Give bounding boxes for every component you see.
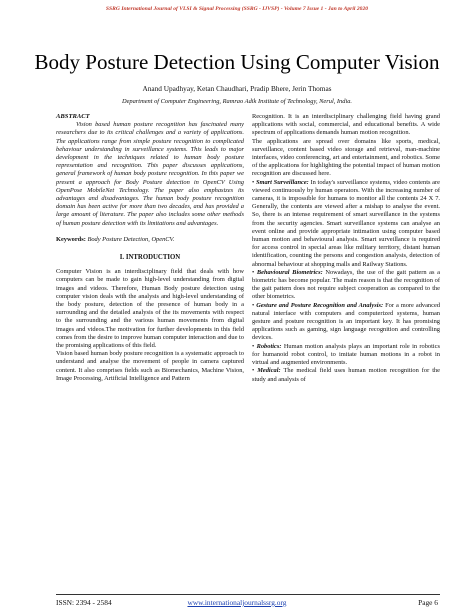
bullet-1-head: Smart Surveillance: bbox=[255, 178, 309, 186]
abstract-heading: ABSTRACT bbox=[56, 113, 90, 120]
right-paragraph-2: The applications are spread over domains like sports, medical, surveillance, content based video storage and retrieval, man-machine interfaces, video conferencing, art and entertainment, and robotics. Some of the applications for highlighting the potential impact of human motion recognition are discussed here. bbox=[252, 137, 440, 178]
bullet-5-text: The medical field uses human motion recognition for the study and analysis of bbox=[252, 367, 441, 383]
intro-paragraph-2: Vision based human body posture recognition is a systematic approach to understand and analyse the movement of people in camera captured content. It also comprises fields such as Biomechanics, Machine Vision, Image Processing, Artificial Intelligence and Pattern bbox=[56, 350, 244, 382]
footer-url-link[interactable]: www.internationaljournalssrg.org bbox=[187, 598, 287, 607]
keywords bbox=[56, 236, 244, 244]
paper-title: Body Posture Detection Using Computer Vision bbox=[34, 50, 440, 74]
right-paragraph-1: Recognition. It is an interdisciplinary challenging field having grand applications with social, commercial, and educational benefits. A wide spectrum of applications demands human motion recognition. bbox=[252, 113, 440, 137]
footer-divider bbox=[56, 594, 440, 595]
bullet-gesture-posture: • Gesture and Posture Recognition and Analysis: For a more advanced natural interface with computers and computerized systems, human gesture and posture recognition is an important key. It has promising applications such as gaming, sign language recognition and controlling devices. bbox=[252, 301, 440, 342]
bullet-robotics: • Robotics: Human motion analysis plays an important role in robotics for humanoid robot control, to imitate human motions in a robot in virtual and augmented environments. bbox=[252, 342, 440, 367]
bullet-behavioural-biometrics: • Behavioural Biometrics: Nowadays, the use of the gait pattern as a biometric has become popular. The main reason is that the recognition of the gait pattern does not require subject cooperation as compared to the other biometrics. bbox=[252, 268, 440, 301]
footer-page-number: Page 6 bbox=[418, 598, 438, 607]
bullet-5-head: Medical: bbox=[257, 367, 281, 375]
bullet-3-head: Gesture and Posture Recognition and Analysis: bbox=[256, 301, 384, 309]
bullet-4-text: Human motion analysis plays an important role in robotics for humanoid robot control, to imitate human motions in a robot in virtual and augmented environments. bbox=[252, 342, 440, 367]
left-column bbox=[56, 113, 244, 383]
bullet-medical: • Medical: The medical field uses human motion recognition for the study and analysis of bbox=[252, 367, 441, 383]
footer-issn: ISSN: 2394 - 2584 bbox=[56, 598, 112, 607]
journal-header: SSRG International Journal of VLSI & Signal Processing (SSRG - IJVSP) - Volume 7 Issue 1 - Jan to April 2020 bbox=[105, 6, 369, 12]
bullet-smart-surveillance: • Smart Surveillance: In today's surveillance systems, video contents are viewed continuously by human operators. With the increasing number of cameras, it is impossible for humans to monitor all the contents 24 X 7. Generally, the contents are viewed after a mishap to analyse the event. So, there is an intense requirement of smart surveillance in the systems from the security agencies. Smart surveillance systems can analyse an event online and provide appropriate intimation using computer based human motion and behavioural analysis. Smart surveillance is required for access control in special areas like military territory, distant human identification, counting the persons and congestion analysis, detection of abnormal behaviour at shopping malls and Railway Stations. bbox=[252, 178, 440, 268]
bullet-3-text: For a more advanced natural interface with computers and computerized systems, human gesture and posture recognition is an important key. It has promising applications such as gaming, sign language recognition and controlling devices. bbox=[252, 301, 440, 342]
bullet-4-head: Robotics: bbox=[256, 342, 282, 350]
bullet-1-text: In today's surveillance systems, video contents are viewed continuously by human operators. With the increasing number of cameras, it is impossible for humans to monitor all the contents 24 X 7. Generally, the contents are viewed after a mishap to analyse the event. So, there is an intense requirement of smart surveillance in the systems from the security agencies. Smart surveillance systems can analyse an event online and provide appropriate intimation using computer based human motion and behavioural analysis. Smart surveillance is required for access control in special areas like military territory, distant human identification, counting the persons and congestion analysis, detection of abnormal behaviour at shopping malls and Railway Stations. bbox=[252, 178, 440, 268]
section-heading-introduction: I. INTRODUCTION bbox=[119, 254, 181, 262]
intro-paragraph-1: Computer Vision is an interdisciplinary field that deals with how computers can be made to gain high-level understanding from digital images and videos. Therefore, Human Body posture detection using computer vision deals with the analysis and high-level understanding of the body posture, detection of the presence of human body in a surrounding and the detailed analysis of the its movements with respect to the surrounding and the various human movements from digital images and videos.The motivation for further developments in this field comes from the desire to improve human computer interaction and due to the promising applications of this field. bbox=[56, 268, 244, 350]
keywords-label: Keywords: bbox=[56, 235, 86, 243]
bullet-2-head: Behavioural Biometrics: bbox=[256, 268, 323, 276]
paper-authors: Anand Upadhyay, Ketan Chaudhari, Pradip Bhere, Jerin Thomas bbox=[142, 84, 332, 93]
abstract-text: Vision based human posture recognition has fascinated many researchers due to its critical challenges and a variety of applications. The applications range from simple posture recognition to complicated behaviour understanding in surveillance systems. This leads to major development in the techniques related to human body posture representation and recognition. This paper discusses applications, general framework of human body posture recognition. In this paper we present a approach for Body Posture detection in OpenCV Using OpenPose MobileNet Technology. The paper also emphasizes its advantages and disadvantages. The human body posture recognition domain has been active for more than two decades, and has provided a large amount of literature. The paper also includes some other methods of human posture detection with its limitations and advantages. bbox=[56, 121, 244, 227]
paper-affiliation: Department of Computer Engineering, Ramrao Adik Institute of Technology, Nerul, India. bbox=[121, 98, 353, 105]
right-column bbox=[252, 113, 440, 384]
bullet-2-text: Nowadays, the use of the gait pattern as a biometric has become popular. The main reason is that the recognition of the gait pattern does not require subject cooperation as compared to the other biometrics. bbox=[252, 268, 440, 301]
keywords-text: Body Posture Detection, OpenCV. bbox=[87, 235, 175, 243]
